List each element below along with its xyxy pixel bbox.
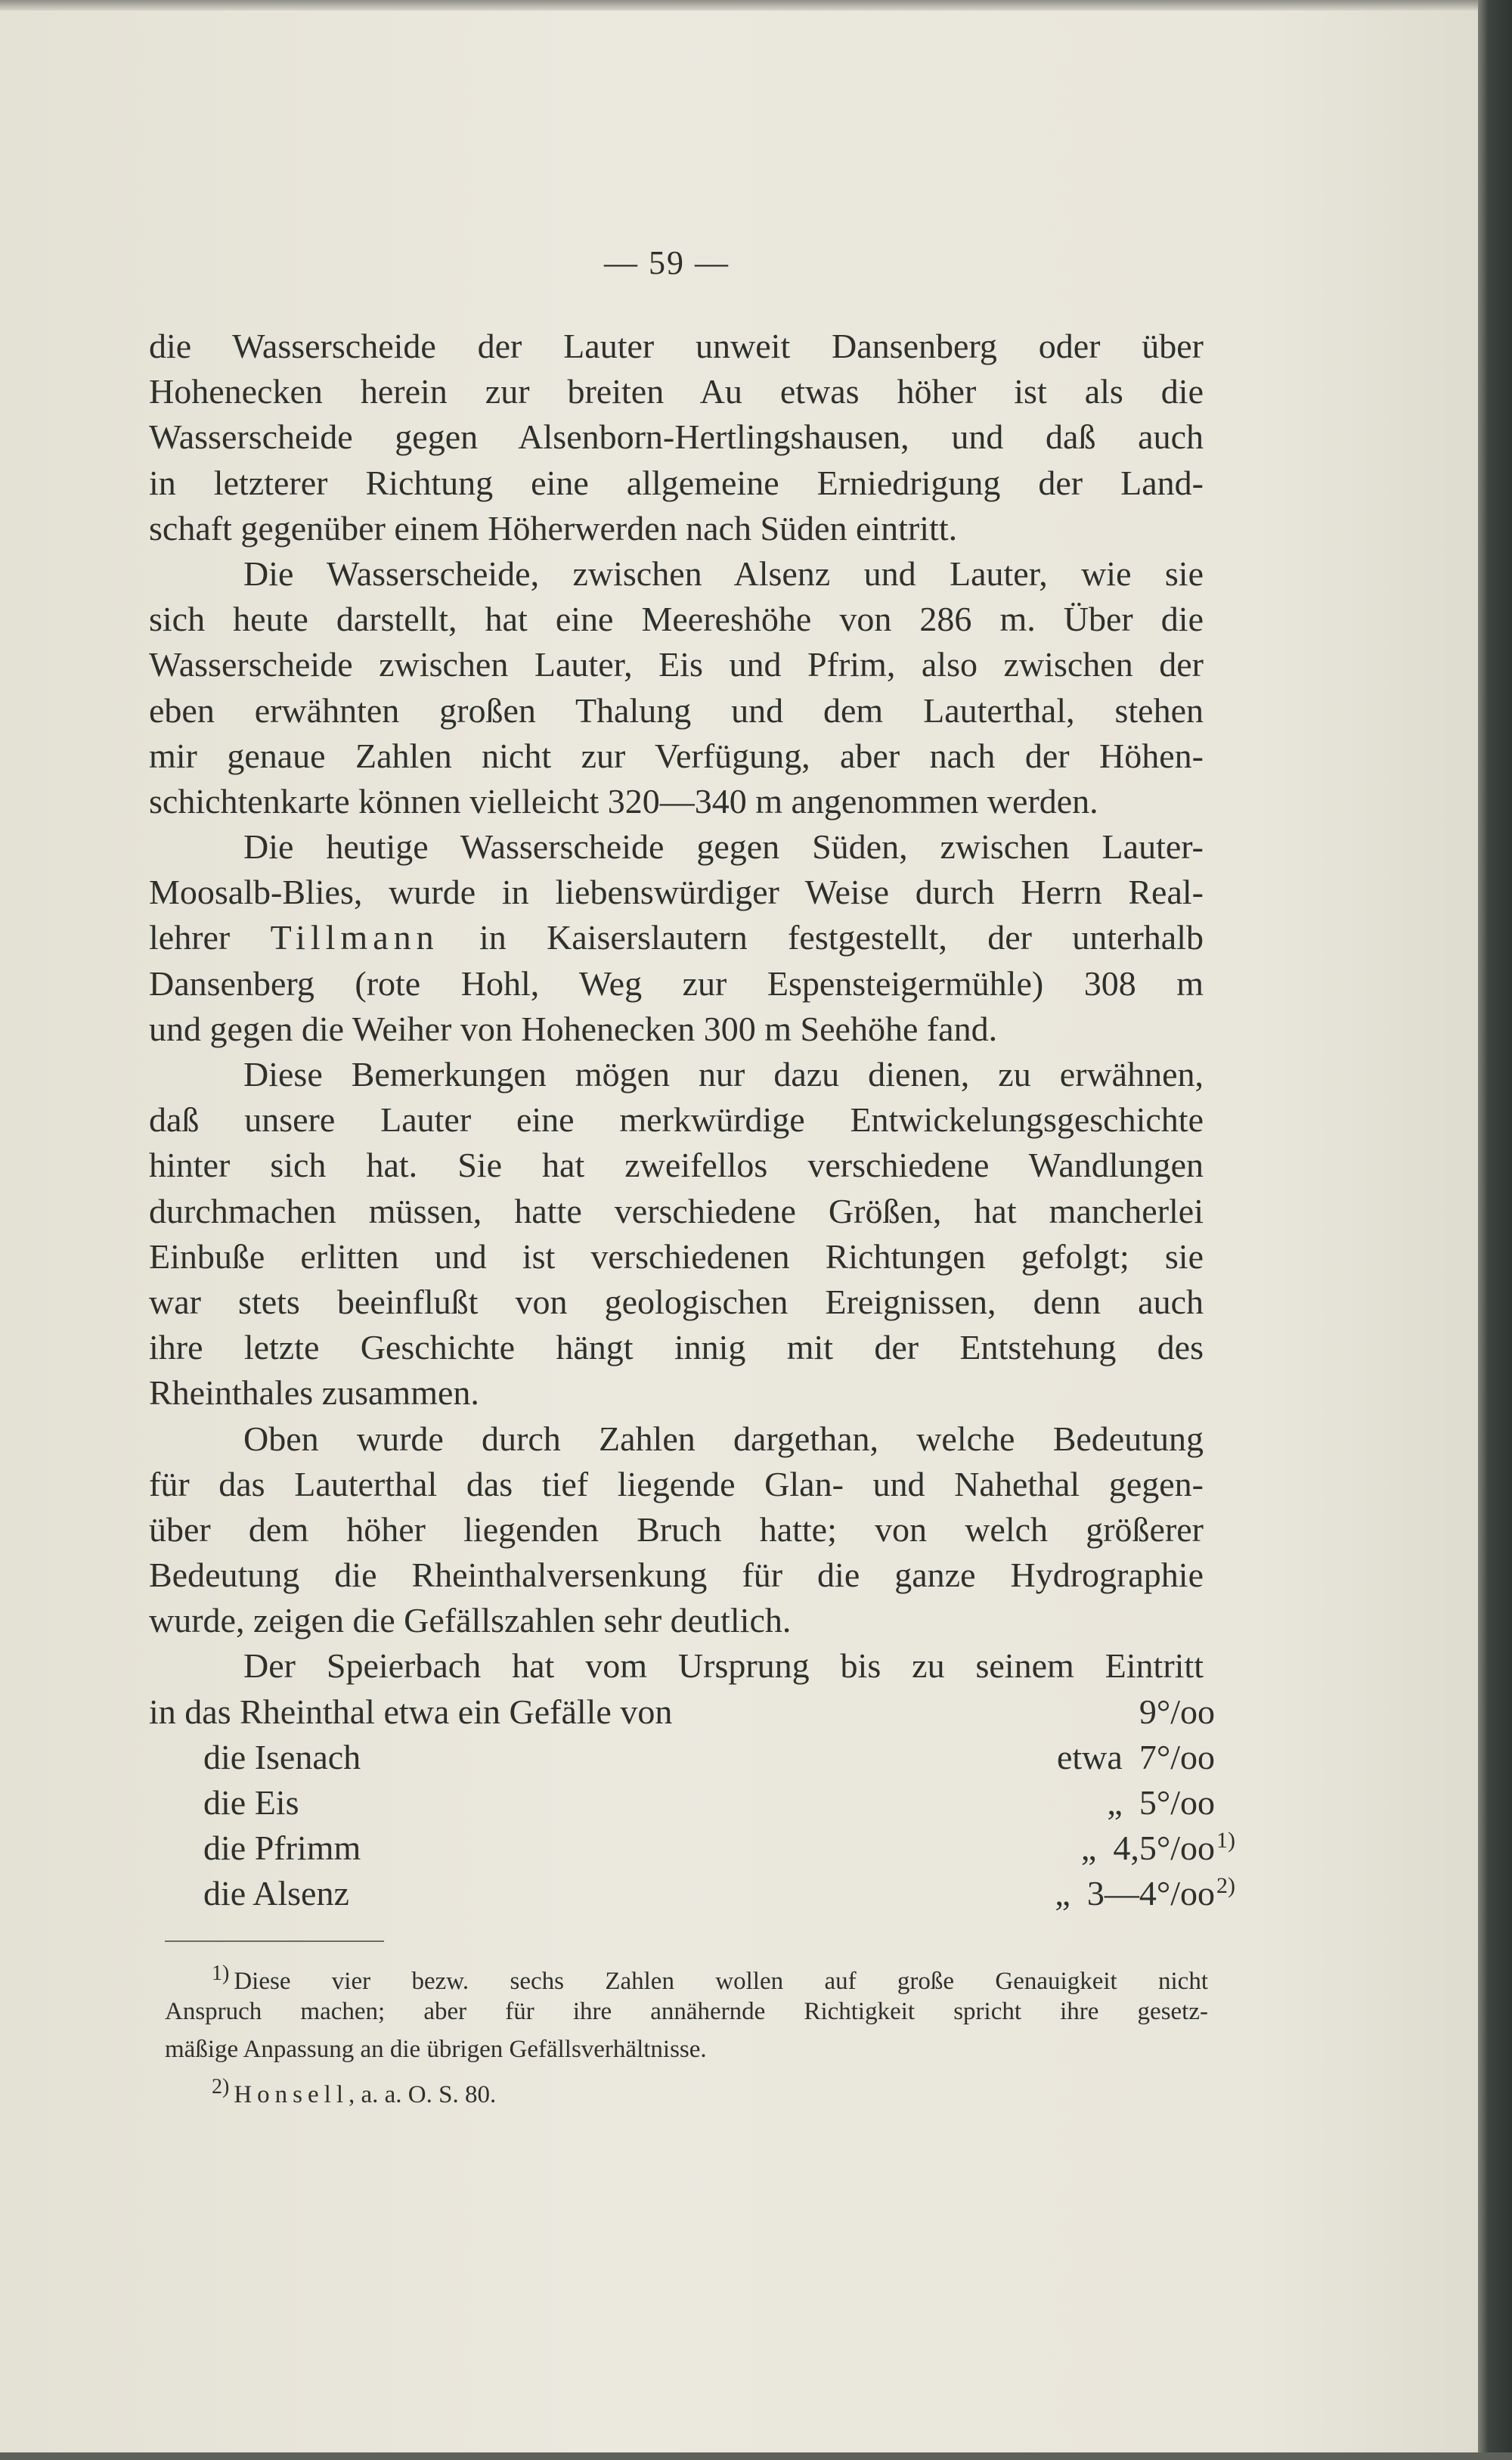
text-line: Diese Bemerkungen mögen nur dazu dienen, zu erwähnen,	[243, 1055, 1204, 1094]
spaced-name: Honsell	[234, 2081, 349, 2108]
text-line: Die heutige Wasserscheide gegen Süden, zwischen Lauter-	[243, 827, 1204, 867]
text-line: Rheinthales zusammen.	[149, 1373, 479, 1413]
river-label: die Eis	[203, 1783, 299, 1822]
gradient-value-group	[1055, 1871, 1215, 1916]
page-bottom-edge	[0, 2452, 1512, 2460]
footnote-rule	[165, 1940, 384, 1942]
text-line: Oben wurde durch Zahlen dargethan, welche Bedeutung	[243, 1419, 1204, 1458]
text-line: Einbuße erlitten und ist verschiedenen Richtungen gefolgt; sie	[149, 1236, 1204, 1276]
text-line: Moosalb-Blies, wurde in liebenswürdiger Weise durch Herrn Real-	[149, 873, 1204, 912]
text-line: Der Speierbach hat vom Ursprung bis zu seinem Eintritt	[243, 1646, 1204, 1686]
gradient-row	[149, 1780, 1215, 1826]
text-segment: , a. a. O. S. 80.	[349, 2081, 497, 2108]
text-segment: lehrer	[149, 918, 271, 957]
text-line: Die Wasserscheide, zwischen Alsenz und Lauter, wie sie	[243, 554, 1204, 593]
river-label: in das Rheinthal etwa ein Gefälle von	[149, 1692, 673, 1731]
page-number: — 59 —	[604, 244, 730, 281]
footnotes	[165, 1955, 1208, 2106]
gradient-value: 9°/oo	[1139, 1692, 1215, 1731]
spaced-name: Tillmann	[270, 918, 439, 957]
text-line: Bedeutung die Rheinthalversenkung für die ganze Hydrographie	[149, 1556, 1204, 1595]
text-line: und gegen die Weiher von Hohenecken 300 m Seehöhe fand.	[149, 1009, 998, 1048]
footnote-text: Diese vier bezw. sechs Zahlen wollen auf große Genauigkeit nicht	[234, 1968, 1208, 1995]
gradient-table	[149, 1689, 1235, 1917]
text-line: ihre letzte Geschichte hängt innig mit der Entstehung des	[149, 1328, 1204, 1367]
gradient-prefix: „	[1080, 1829, 1097, 1868]
river-label: die Isenach	[203, 1737, 361, 1776]
gradient-value-group	[1107, 1780, 1215, 1826]
river-label: die Alsenz	[203, 1874, 349, 1913]
river-label: die Pfrimm	[203, 1829, 361, 1868]
footnote-line: mäßige Anpassung an die übrigen Gefällsverhältnisse.	[165, 2036, 707, 2063]
gradient-value: 4,5°/oo	[1113, 1829, 1215, 1868]
text-line: schichtenkarte können vielleicht 320—340 m angenommen werden.	[149, 781, 1098, 821]
gradient-row	[149, 1826, 1235, 1871]
text-line: für das Lauterthal das tief liegende Glan- und Nahethal gegen-	[149, 1464, 1204, 1503]
footnote-line	[165, 1955, 1208, 1993]
text-line: in letzterer Richtung eine allgemeine Erniedrigung der Land-	[149, 463, 1204, 502]
gradient-prefix: „	[1055, 1874, 1070, 1913]
gradient-row	[149, 1871, 1235, 1916]
gradient-row	[149, 1735, 1215, 1780]
gradient-value: 7°/oo	[1139, 1737, 1215, 1776]
text-line: die Wasserscheide der Lauter unweit Dansenberg oder über	[149, 327, 1204, 365]
gradient-value: 3—4°/oo	[1086, 1874, 1215, 1913]
text-line: Wasserscheide gegen Alsenborn-Hertlingshausen, und daß auch	[149, 417, 1204, 457]
gradient-value: 5°/oo	[1139, 1783, 1215, 1822]
text-line: Hohenecken herein zur breiten Au etwas höher ist als die	[149, 372, 1204, 411]
gradient-value-group	[1081, 1826, 1215, 1871]
gradient-prefix: „	[1107, 1783, 1123, 1822]
footnote-line: Anspruch machen; aber für ihre annähernde Richtigkeit spricht ihre gesetz-	[165, 1998, 1208, 2025]
page-top-edge	[0, 0, 1512, 11]
text-line: eben erwähnten großen Thalung und dem Lauterthal, stehen	[149, 690, 1204, 730]
paragraph	[149, 824, 1204, 1052]
footnote-ref: 1)	[1216, 1828, 1235, 1854]
text-line: daß unsere Lauter eine merkwürdige Entwickelungsgeschichte	[149, 1100, 1204, 1140]
text-line	[149, 915, 1204, 960]
footnote-line	[165, 2068, 1208, 2106]
footnote-marker: 2)	[212, 2075, 230, 2099]
text-line: hinter sich hat. Sie hat zweifellos verschiedene Wandlungen	[149, 1146, 1204, 1185]
footnote-marker: 1)	[212, 1962, 230, 1985]
paragraph	[149, 1052, 1204, 1416]
text-line: Wasserscheide zwischen Lauter, Eis und Pfrim, also zwischen der	[149, 645, 1204, 684]
paragraph	[149, 1643, 1204, 1689]
text-line: wurde, zeigen die Gefällszahlen sehr deutlich.	[149, 1601, 792, 1640]
text-line: schaft gegenüber einem Höherwerden nach Süden eintritt.	[149, 508, 958, 548]
book-binding-edge	[1478, 0, 1512, 2460]
paragraph	[149, 324, 1204, 551]
text-line: sich heute darstellt, hat eine Meereshöhe von 286 m. Über die	[149, 600, 1204, 639]
text-line: mir genaue Zahlen nicht zur Verfügung, aber nach der Höhen-	[149, 736, 1204, 775]
paragraph	[149, 551, 1204, 824]
text-segment: in Kaiserslautern festgestellt, der unterhalb	[438, 918, 1204, 957]
footnote-ref: 2)	[1216, 1873, 1235, 1899]
gradient-value-group	[1139, 1689, 1215, 1735]
text-line: Dansenberg (rote Hohl, Weg zur Espensteigermühle) 308 m	[149, 963, 1204, 1003]
paragraph	[149, 1416, 1204, 1644]
gradient-row	[149, 1689, 1215, 1735]
body-text	[149, 324, 1235, 1917]
text-line: über dem höher liegenden Bruch hatte; von welch größerer	[149, 1509, 1204, 1549]
text-line: durchmachen müssen, hatte verschiedene Größen, hat mancherlei	[149, 1191, 1204, 1230]
footnote-text	[234, 2081, 496, 2108]
text-line: war stets beeinflußt von geologischen Ereignissen, denn auch	[149, 1282, 1204, 1321]
gradient-value-group	[1057, 1735, 1215, 1780]
gradient-prefix: etwa	[1056, 1737, 1123, 1776]
